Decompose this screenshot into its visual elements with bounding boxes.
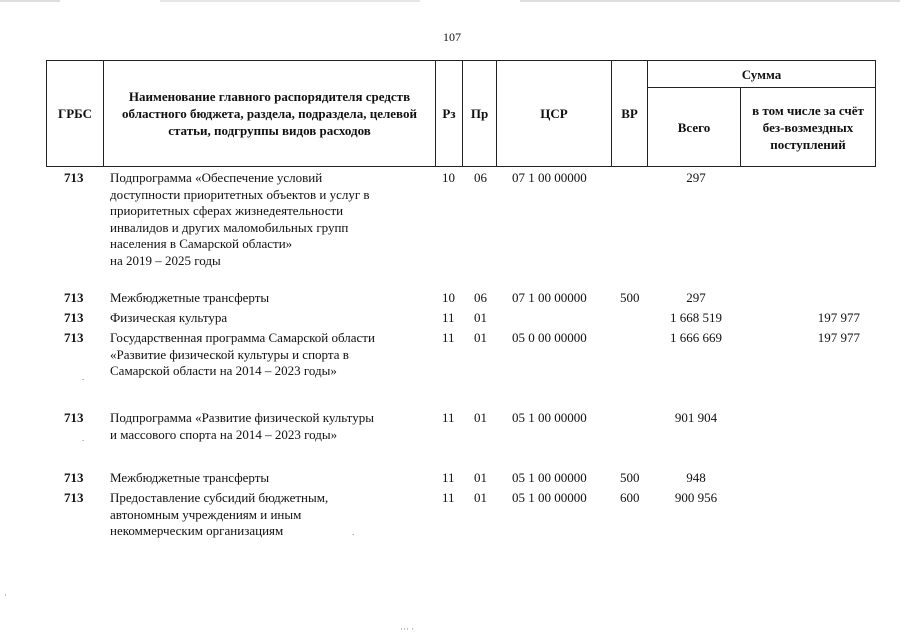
cell-csr: 05 0 00 00000 xyxy=(512,330,587,345)
cell-name xyxy=(110,170,428,269)
cell-pr: 06 xyxy=(474,170,487,185)
cell-total: 297 xyxy=(686,290,706,305)
name-line: Физическая культура xyxy=(110,310,228,325)
cell-total: 901 904 xyxy=(674,410,718,425)
scan-speck: ··· · xyxy=(400,624,415,634)
cell-rz: 10 xyxy=(442,170,455,185)
cell-grbs: 713 xyxy=(64,410,84,425)
name-line: некоммерческим организациям xyxy=(110,523,284,538)
page-number: 107 xyxy=(443,30,461,44)
name-line: Межбюджетные трансферты xyxy=(110,470,270,485)
name-line: Подпрограмма «Развитие физической культуры xyxy=(110,410,374,425)
header-rz: Рз xyxy=(435,60,463,167)
cell-pr: 01 xyxy=(474,490,487,505)
header-csr: ЦСР xyxy=(496,60,612,167)
cell-csr: 07 1 00 00000 xyxy=(512,290,587,305)
cell-pr: 01 xyxy=(474,330,487,345)
cell-rz: 11 xyxy=(442,470,455,485)
header-free: в том числе за счёт без-возмездных поступлений xyxy=(740,87,876,167)
cell-vr: 500 xyxy=(620,290,640,305)
cell-grbs: 713 xyxy=(64,470,84,485)
name-line: приоритетных сферах жизнедеятельности xyxy=(110,203,344,218)
cell-grbs: 713 xyxy=(64,490,84,505)
cell-name xyxy=(110,410,428,443)
header-vr: ВР xyxy=(611,60,648,167)
scan-speck: . xyxy=(352,527,355,537)
cell-name xyxy=(110,490,428,540)
cell-grbs: 713 xyxy=(64,290,84,305)
cell-csr: 07 1 00 00000 xyxy=(512,170,587,185)
name-line: Подпрограмма «Обеспечение условий xyxy=(110,170,323,185)
cell-grbs: 713 xyxy=(64,330,84,345)
cell-name xyxy=(110,470,428,487)
cell-vr: 500 xyxy=(620,470,640,485)
cell-pr: 06 xyxy=(474,290,487,305)
cell-pr: 01 xyxy=(474,410,487,425)
cell-total: 1 668 519 xyxy=(670,310,722,325)
scan-speck: · xyxy=(4,590,7,600)
cell-vr: 600 xyxy=(620,490,640,505)
cell-rz: 11 xyxy=(442,310,455,325)
header-grbs: ГРБС xyxy=(46,60,104,167)
name-line: Межбюджетные трансферты xyxy=(110,290,270,305)
name-line: «Развитие физической культуры и спорта в xyxy=(110,346,349,362)
name-line: и массового спорта на 2014 – 2023 годы» xyxy=(110,426,338,442)
header-name: Наименование главного распорядителя средств областного бюджета, раздела, подраздела, целевой статьи, подгруппы видов расходов xyxy=(103,60,436,167)
cell-pr: 01 xyxy=(474,310,487,325)
name-line: Предоставление субсидий бюджетным, xyxy=(110,490,329,505)
name-line: Самарской области на 2014 – 2023 годы» xyxy=(110,363,337,378)
name-line: доступности приоритетных объектов и услуг в xyxy=(110,186,370,202)
cell-csr: 05 1 00 00000 xyxy=(512,490,587,505)
cell-name xyxy=(110,310,428,327)
name-line: Государственная программа Самарской области xyxy=(110,330,375,345)
cell-csr: 05 1 00 00000 xyxy=(512,470,587,485)
name-line: населения в Самарской области» xyxy=(110,236,293,251)
header-pr: Пр xyxy=(462,60,497,167)
cell-free: 197 977 xyxy=(817,330,860,345)
cell-name xyxy=(110,330,428,380)
cell-name xyxy=(110,290,428,307)
cell-pr: 01 xyxy=(474,470,487,485)
cell-total: 900 956 xyxy=(674,490,718,505)
cell-rz: 11 xyxy=(442,330,455,345)
name-line: на 2019 – 2025 годы xyxy=(110,252,221,268)
scan-speck: . xyxy=(82,372,85,382)
name-line: автономным учреждениям и иным xyxy=(110,506,302,522)
cell-csr: 05 1 00 00000 xyxy=(512,410,587,425)
cell-total: 948 xyxy=(686,470,706,485)
cell-free: 197 977 xyxy=(817,310,860,325)
cell-rz: 11 xyxy=(442,490,455,505)
scan-speck: . xyxy=(82,433,85,443)
cell-rz: 10 xyxy=(442,290,455,305)
cell-grbs: 713 xyxy=(64,310,84,325)
header-total: Всего xyxy=(647,87,741,167)
cell-total: 297 xyxy=(686,170,706,185)
cell-rz: 11 xyxy=(442,410,455,425)
cell-total: 1 666 669 xyxy=(670,330,722,345)
cell-grbs: 713 xyxy=(64,170,84,185)
name-line: инвалидов и других маломобильных групп xyxy=(110,219,349,235)
header-sum: Сумма xyxy=(647,60,876,88)
